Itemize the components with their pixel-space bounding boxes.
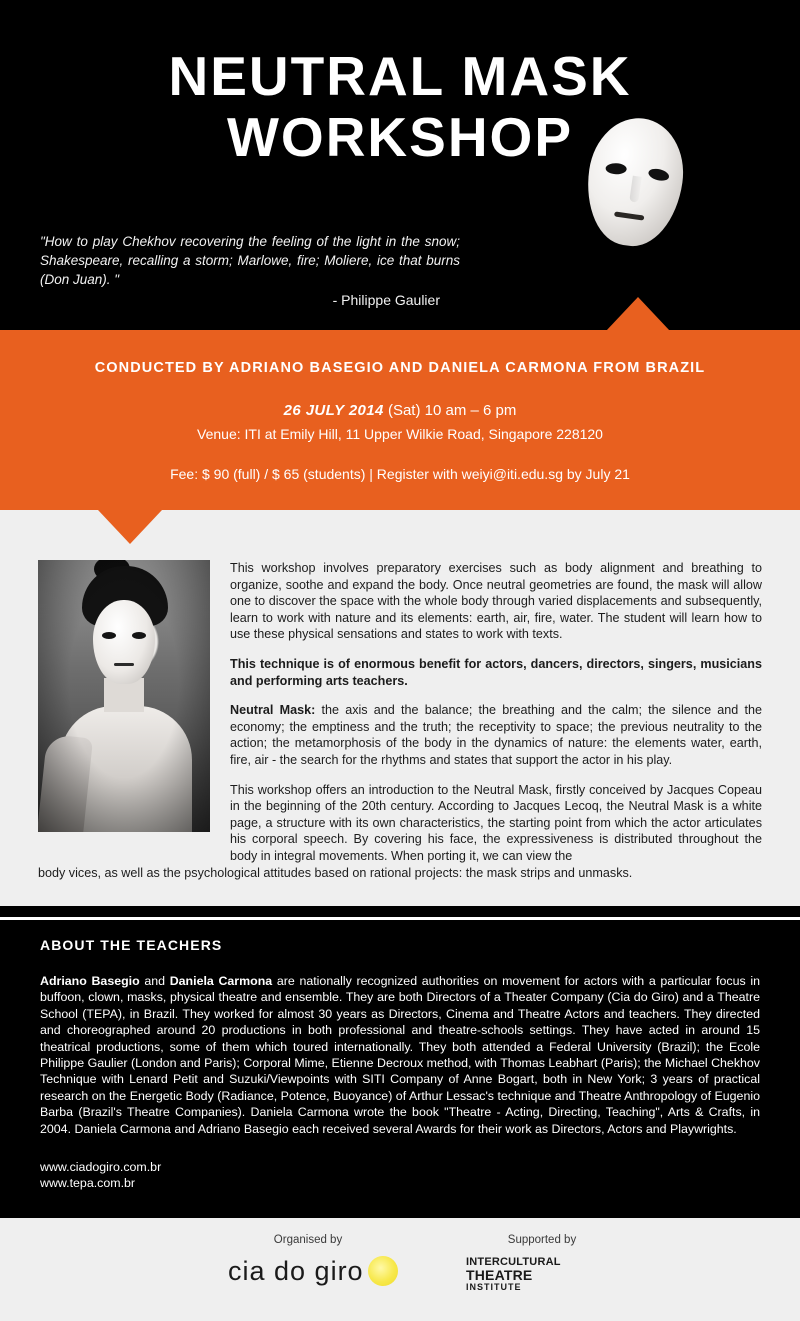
teacher-name-1: Adriano Basegio — [40, 974, 140, 988]
workshop-photo — [38, 560, 210, 832]
mask-eye-right-icon — [647, 167, 670, 183]
band-arrow-pointer — [98, 510, 162, 544]
link-ciadogiro[interactable]: www.ciadogiro.com.br — [40, 1160, 162, 1175]
hero-arrow-pointer — [606, 297, 670, 330]
description-neutral-mask — [230, 702, 762, 768]
description-section — [0, 510, 800, 906]
iti-logo — [466, 1256, 586, 1294]
organised-by-label: Organised by — [273, 1234, 343, 1246]
title-line-1: NEUTRAL MASK — [168, 45, 632, 107]
teachers-heading: ABOUT THE TEACHERS — [40, 937, 223, 953]
cia-do-giro-wordmark: cia do giro — [228, 1256, 364, 1286]
quote-author: - Philippe Gaulier — [332, 292, 440, 308]
description-paragraph-4: This workshop offers an introduction to the Neutral Mask, firstly conceived by Jacques Copeau in the beginning of the 20th century. According to Jacques Lecoq, the Neutral Mask is a white page, a structure with its own characteristics, the starting point from which the actor articulates his corporal speech. By covering his face, the expressiveness is distributed throughout the body in integral movements. When porting it, we can view the — [230, 782, 762, 863]
venue-line: Venue: ITI at Emily Hill, 11 Upper Wilkie Road, Singapore 228120 — [197, 426, 603, 442]
description-text — [38, 560, 762, 881]
page-title — [0, 0, 800, 168]
title-line-2: WORKSHOP — [227, 106, 573, 168]
mask-nose-icon — [629, 176, 642, 203]
mask-mouth-icon — [614, 211, 644, 220]
link-tepa[interactable]: www.tepa.com.br — [40, 1176, 136, 1191]
workshop-time: (Sat) 10 am – 6 pm — [383, 402, 517, 419]
mask-eye-left-icon — [605, 163, 626, 175]
bio-conjunction: and — [139, 974, 170, 988]
iti-line-1: INTERCULTURAL — [466, 1256, 561, 1268]
teachers-bio — [40, 973, 760, 1137]
teacher-links — [40, 1159, 760, 1191]
neutral-mask-label: Neutral Mask: — [230, 703, 316, 718]
date-line — [0, 402, 800, 419]
iti-line-2: THEATRE — [466, 1266, 533, 1283]
description-paragraph-1: This workshop involves preparatory exercises such as body alignment and breathing to organize, soothe and expand the body. Once neutral geometries are found, the mask will allow one to discover the space with the whole body through varied displacements and subsequently, learn to work with nature and its elements: earth, air, fire, water. The student will learn how to use these physical sensations and states to work with texts. — [230, 561, 762, 642]
conducted-by-line: CONDUCTED BY ADRIANO BASEGIO AND DANIELA CARMONA FROM BRAZIL — [94, 360, 706, 376]
bio-body: are nationally recognized authorities on movement for actors with a particular focus in buffoon, clown, masks, physical theatre and ensemble. They are both Directors of a Theater Company (Cia do Giro) and a Theatre School (TEPA), in Brazil. They worked for almost 30 years as Directors, Cinema and Theatre Actors and teachers. They directed and choreographed around 20 productions in both professional and theatre-schools settings. They have acted in around 15 theatrical productions, some of them which toured internationally. They both attended a Federal University (Brazil); the Ecole Philippe Gaulier (London and Paris); Corporal Mime, Etienne Decroux method, with Thomas Leabhart (Paris); the Michael Chekhov Technique with Lenard Petit and Suzuki/Viewpoints with SITI Company of Anne Bogart, both in New York; 3 years of practical research on the Energetic Body (Radiance, Potence, Buoyance) of Arthur Lessac's technique and Theatre Anthropology of Eugenio Barba (Brazil's Theatre Companies). Daniela Carmona wrote the book "Theatre - Acting, Directing, Teaching", Arts & Crafts, in 2004. Daniela Carmona and Adriano Basegio each received several Awards for their work as Directors, Actors and Playwrights. — [40, 974, 760, 1136]
description-paragraph-4-cont: body vices, as well as the psychological attitudes based on rational projects: the mask strips and unmasks. — [38, 865, 633, 880]
pull-quote: "How to play Chekhov recovering the feeling of the light in the snow; Shakespeare, recalling a storm; Marlowe, fire; Moliere, ice that burns (Don Juan). " — [40, 234, 460, 287]
teacher-name-2: Daniela Carmona — [169, 974, 273, 988]
hero-section — [0, 0, 800, 330]
sun-icon — [368, 1256, 398, 1286]
neutral-mask-text: the axis and the balance; the breathing and the calm; the silence and the economy; the emptiness and the truth; the receptivity to space; the previous neutrality to the action; the metamorphosis of the body in the dynamics of nature: the elements water, earth, fire, air - the search for the rhythms and states that support the actor in his play. — [230, 703, 762, 767]
fee-line: Fee: $ 90 (full) / $ 65 (students) | Register with weiyi@iti.edu.sg by July 21 — [170, 466, 630, 482]
supported-by-label: Supported by — [507, 1234, 577, 1246]
teachers-section — [0, 906, 800, 1218]
photo-vignette — [38, 560, 210, 832]
workshop-date: 26 JULY 2014 — [283, 402, 384, 419]
cia-do-giro-logo — [228, 1256, 428, 1300]
iti-line-3: INSTITUTE — [466, 1282, 522, 1292]
details-band — [0, 330, 800, 510]
section-divider — [0, 917, 800, 920]
description-benefit: This technique is of enormous benefit for actors, dancers, directors, singers, musicians and performing arts teachers. — [230, 656, 762, 688]
footer-section — [0, 1218, 800, 1321]
